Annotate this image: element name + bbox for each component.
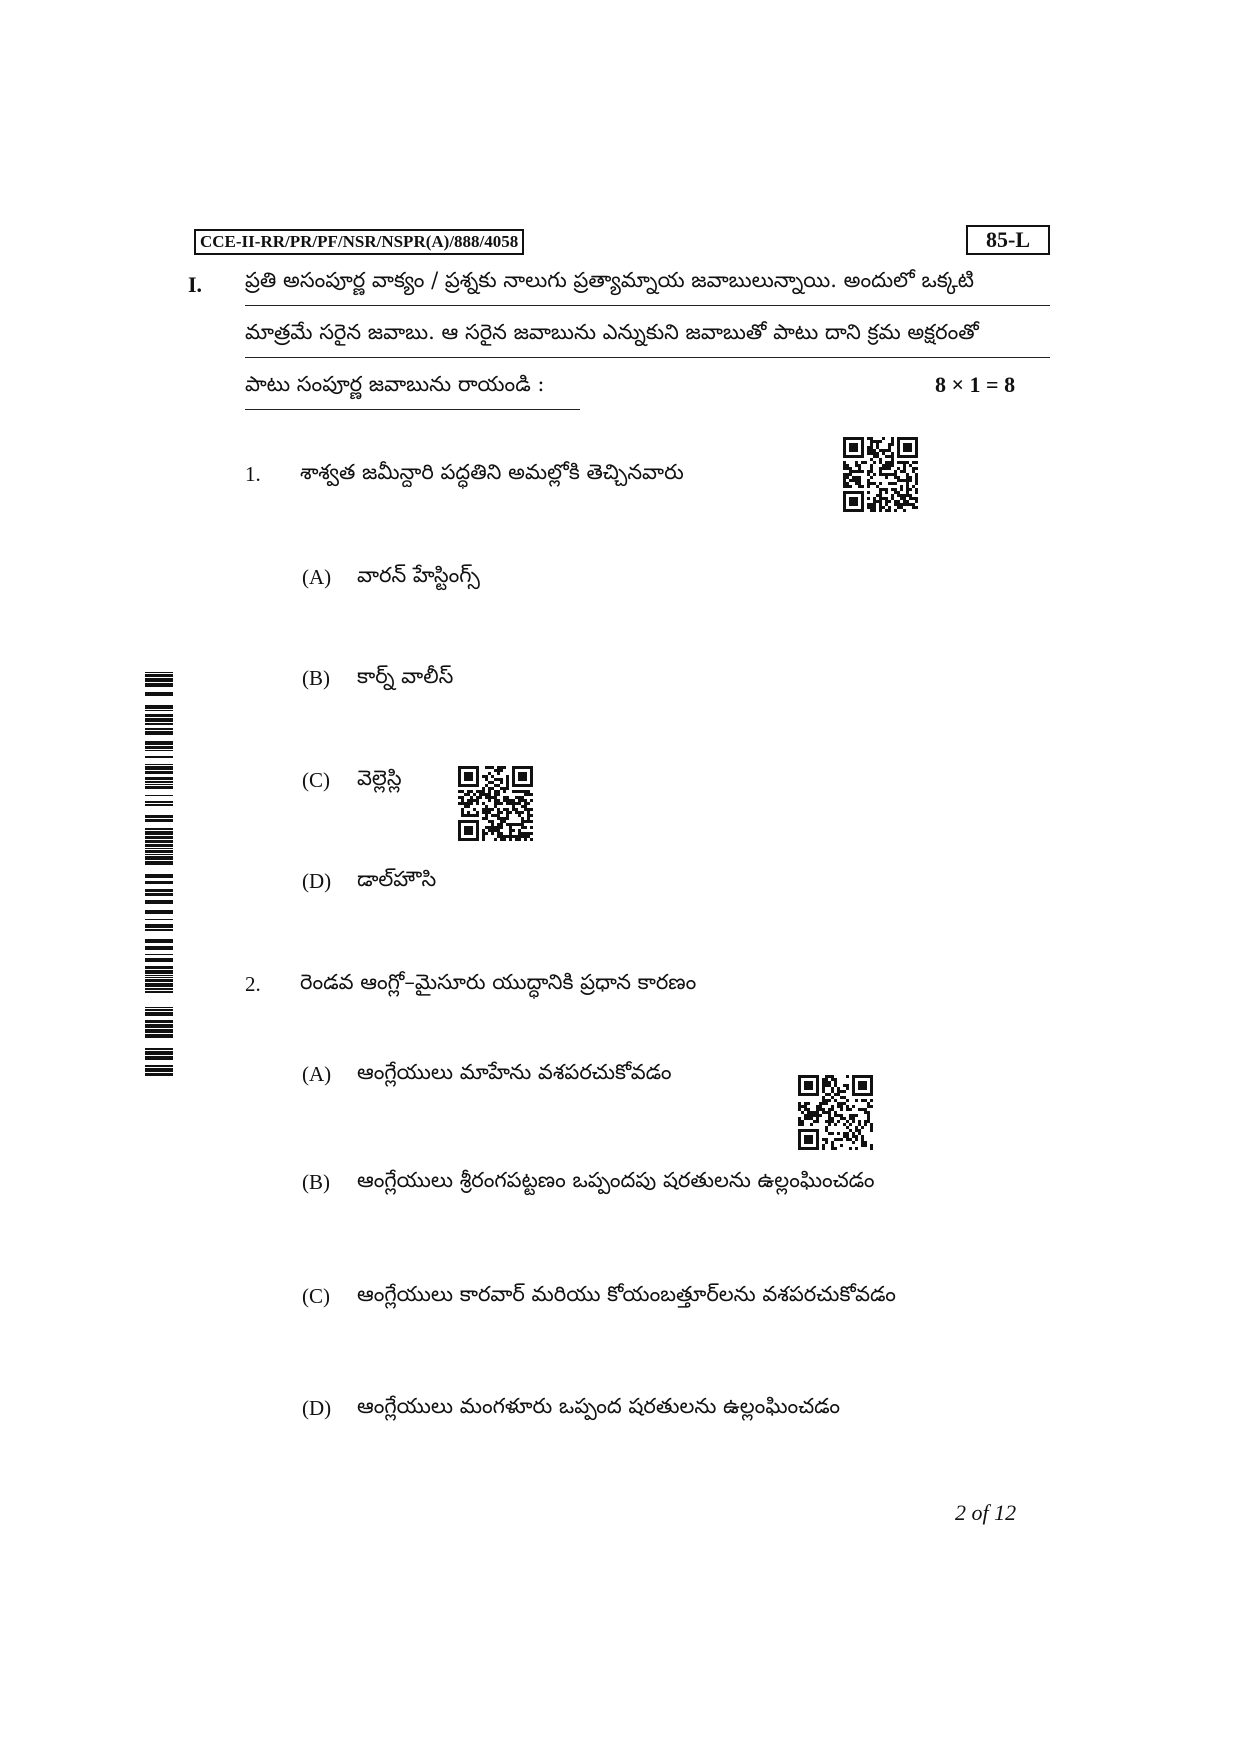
q1-option-a-label: (A) <box>302 565 332 589</box>
q2-option-b-text: ఆంగ్లేయులు శ్రీరంగపట్టణం ఒప్పందపు షరతులను ఉల్లంఘించడం <box>357 1168 875 1192</box>
instruction-line-2: మాత్రమే సరైన జవాబు. ఆ సరైన జవాబును ఎన్నుకుని జవాబుతో పాటు దాని క్రమ అక్షరంతో <box>245 320 979 344</box>
instruction-rule-2 <box>245 357 1050 358</box>
question-2-number: 2. <box>245 972 261 996</box>
qr-code-icon <box>843 437 918 512</box>
instruction-line-1: ప్రతి అసంపూర్ణ వాక్యం / ప్రశ్నకు నాలుగు ప్రత్యామ్నాయ జవాబులున్నాయి. అందులో ఒక్కటి <box>245 268 974 292</box>
exam-code: CCE-II-RR/PR/PF/NSR/NSPR(A)/888/4058 <box>194 229 524 255</box>
q1-option-d-label: (D) <box>302 869 332 893</box>
qr-code-icon <box>798 1075 873 1150</box>
question-1-number: 1. <box>245 462 261 486</box>
question-1-text: శాశ్వత జమీన్దారి పద్ధతిని అమల్లోకి తెచ్చినవారు <box>300 460 684 484</box>
question-2-text: రెండవ ఆంగ్లో–మైసూరు యుద్ధానికి ప్రధాన కారణం <box>300 970 697 994</box>
q1-option-b-text: కార్న్ వాలీస్ <box>357 664 454 688</box>
q2-option-a-text: ఆంగ్లేయులు మాహేను వశపరచుకోవడం <box>357 1060 672 1084</box>
q2-option-a-label: (A) <box>302 1062 332 1086</box>
page-number: 2 of 12 <box>955 1500 1017 1525</box>
marks-scheme: 8 × 1 = 8 <box>935 372 1016 397</box>
q2-option-d-label: (D) <box>302 1396 332 1420</box>
paper-code: 85-L <box>966 225 1050 255</box>
instruction-rule-1 <box>245 305 1050 306</box>
q2-option-b-label: (B) <box>302 1170 330 1194</box>
q1-option-c-label: (C) <box>302 768 330 792</box>
barcode-icon <box>145 672 173 1076</box>
q2-option-c-label: (C) <box>302 1284 330 1308</box>
section-number: I. <box>188 272 203 297</box>
q1-option-b-label: (B) <box>302 666 330 690</box>
qr-code-icon <box>458 766 533 841</box>
q1-option-d-text: డాల్‌హౌసి <box>357 867 437 891</box>
q1-option-a-text: వారన్ హేస్టింగ్స్ <box>357 563 480 587</box>
instruction-line-3: పాటు సంపూర్ణ జవాబును రాయండి : <box>245 372 545 396</box>
q2-option-d-text: ఆంగ్లేయులు మంగళూరు ఒప్పంద షరతులను ఉల్లంఘించడం <box>357 1394 841 1418</box>
q1-option-c-text: వెల్లెస్లి <box>357 766 402 790</box>
q2-option-c-text: ఆంగ్లేయులు కారవార్ మరియు కోయంబత్తూర్‌లను వశపరచుకోవడం <box>357 1282 896 1306</box>
instruction-rule-3 <box>245 409 580 410</box>
